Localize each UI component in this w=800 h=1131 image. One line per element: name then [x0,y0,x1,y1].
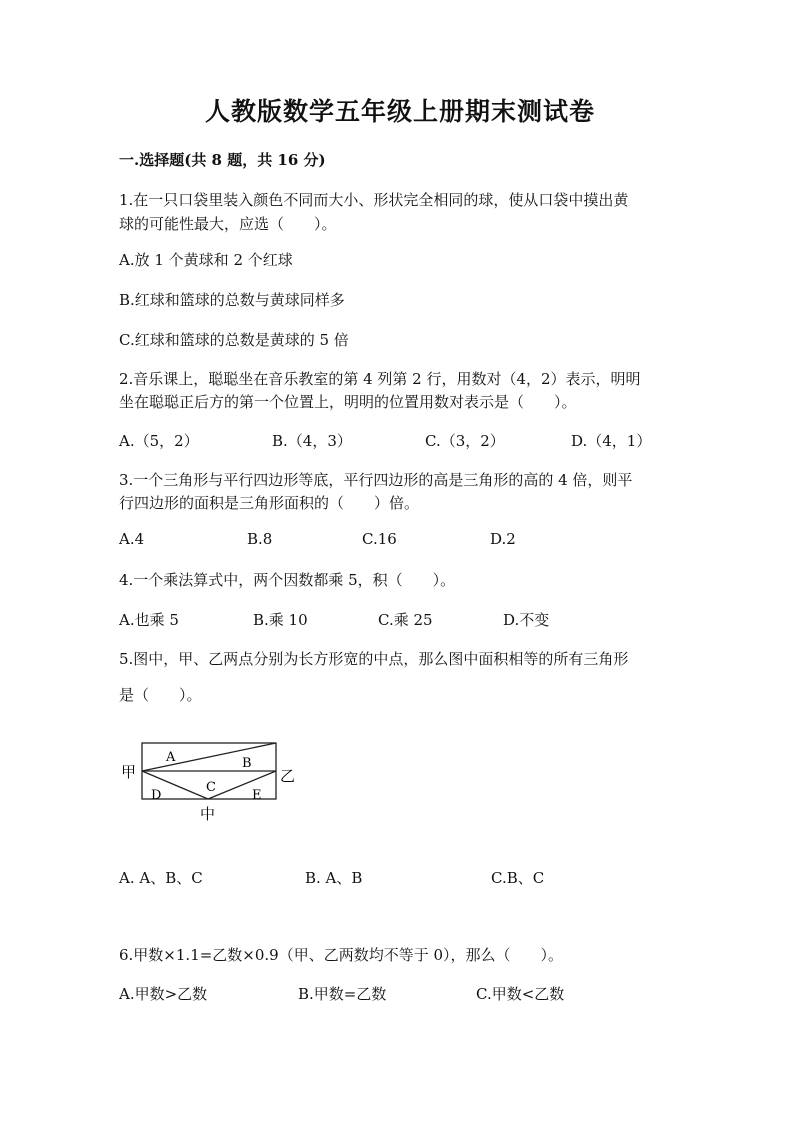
q3-option-b: B.8 [247,530,273,548]
q5-region-b: B [242,756,252,771]
q5-region-c: C [206,780,216,795]
q5-region-a: A [166,750,176,765]
q6-option-a: A.甲数>乙数 [119,985,208,1003]
q1-option-b: B.红球和篮球的总数与黄球同样多 [119,291,345,309]
q2-option-a: A.（5，2） [119,432,199,450]
q5-option-c: C.B、C [491,869,545,887]
q5-stem-line2: 是（ ）。 [119,686,202,704]
q5-label-jia: 甲 [121,763,137,781]
q5-stem-line1: 5.图中，甲、乙两点分别为长方形宽的中点，那么图中面积相等的所有三角形 [119,650,629,668]
q6-option-b: B.甲数=乙数 [298,985,387,1003]
q1-stem-line1: 1.在一只口袋里装入颜色不同而大小、形状完全相同的球，使从口袋中摸出黄 [119,191,629,209]
q5-line-yi-zhong [208,771,276,799]
q1-option-a: A.放 1 个黄球和 2 个红球 [119,251,293,269]
q5-label-zhong: 中 [200,805,216,823]
q4-option-b: B.乘 10 [253,611,308,629]
q4-option-a: A.也乘 5 [119,611,179,629]
exam-title: 人教版数学五年级上册期末测试卷 [204,97,595,126]
q5-region-e: E [252,788,262,803]
q6-option-c: C.甲数<乙数 [476,985,565,1003]
q2-option-c: C.（3，2） [425,432,505,450]
q5-region-d: D [151,788,162,803]
q5-rectangle-figure [119,733,309,828]
q2-option-b: B.（4，3） [272,432,352,450]
q5-diagonal-top [142,743,276,771]
q2-stem-line1: 2.音乐课上，聪聪坐在音乐教室的第 4 列第 2 行，用数对（4，2）表示，明明 [119,370,641,388]
q5-option-a: A. A、B、C [119,869,203,887]
q5-option-b: B. A、B [305,869,363,887]
q3-stem-line2: 行四边形的面积是三角形面积的（ ）倍。 [119,494,420,512]
q3-option-a: A.4 [119,530,145,548]
q5-figure-drawing [119,733,309,828]
q4-stem-line1: 4.一个乘法算式中，两个因数都乘 5，积（ ）。 [119,571,456,589]
q4-option-c: C.乘 25 [378,611,433,629]
q2-stem-line2: 坐在聪聪正后方的第一个位置上，明明的位置用数对表示是（ ）。 [119,393,577,411]
q3-option-c: C.16 [362,530,397,548]
q6-stem-line1: 6.甲数×1.1=乙数×0.9（甲、乙两数均不等于 0），那么（ ）。 [119,946,564,964]
q3-stem-line1: 3.一个三角形与平行四边形等底，平行四边形的高是三角形的高的 4 倍，则平 [119,471,633,489]
q5-label-yi: 乙 [280,767,296,785]
section-heading: 一.选择题(共 8 题，共 16 分) [119,151,326,169]
q4-option-d: D.不变 [503,611,550,629]
q3-option-d: D.2 [490,530,516,548]
q1-option-c: C.红球和篮球的总数是黄球的 5 倍 [119,331,349,349]
q1-stem-line2: 球的可能性最大，应选（ ）。 [119,215,337,233]
q2-option-d: D.（4，1） [571,432,652,450]
